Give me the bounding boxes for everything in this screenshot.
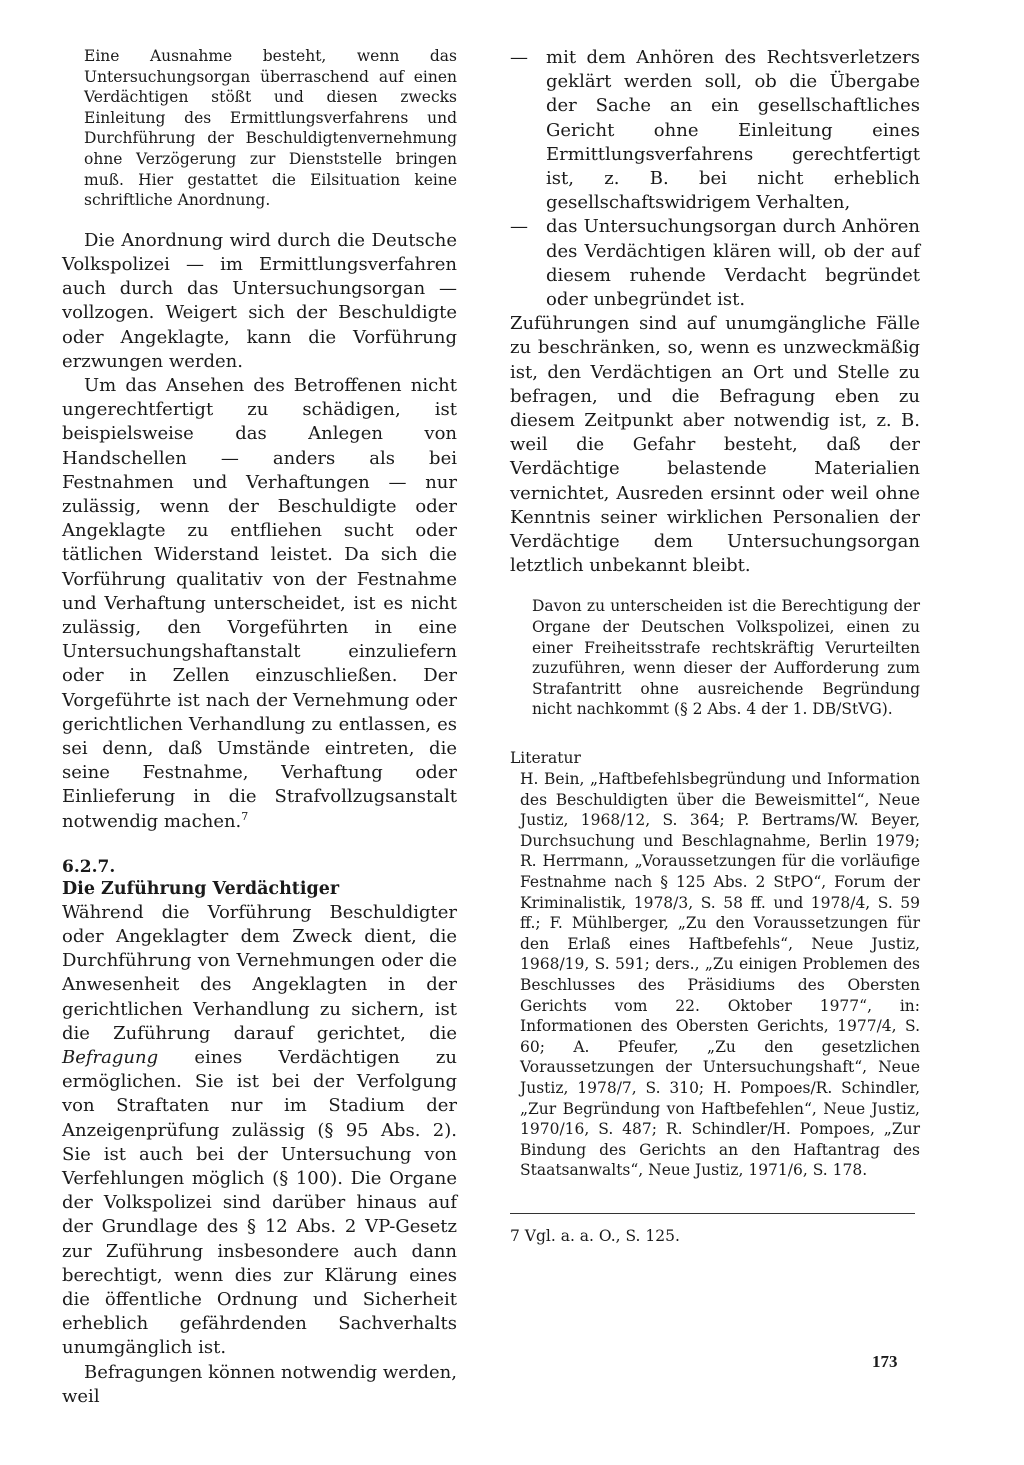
- paragraph-befragungen: Befragungen können notwendig werden, weil: [62, 1361, 457, 1407]
- paragraph-ansehen: [62, 374, 457, 834]
- list-item-text: mit dem Anhören des Rechtsverletzers geklärt werden soll, ob die Übergabe der Sache an ein gesellschaftliches Gericht ohne Einleitung eines Ermittlungsverfahrens gerechtfertigt ist, z. B. bei nicht erheblich gesellschaftswidrigem Verhalten,: [546, 47, 920, 214]
- emphasis-befragung: Befragung: [62, 1047, 159, 1069]
- paragraph-zufuehrung: [62, 901, 457, 1361]
- note-paragraph: Davon zu unterscheiden ist die Berechtigung der Organe der Deutschen Volkspolizei, einen zu einer Freiheitsstrafe rechtskräftig Verurteilten zuzuführen, wenn dieser der Aufforderung zum Strafantritt ohne ausreichende Begründung nicht nachkommt (§ 2 Abs. 4 der 1. DB/StVG).: [532, 597, 920, 719]
- dash-bullet: —: [510, 47, 528, 68]
- paragraph-zufuehrung-part-b: eines Verdächtigen zu ermöglichen. Sie ist bei der Verfolgung von Straftaten nur im Stadium der Anzeigenprüfung zulässig (§ 95 Abs. 2). Sie ist auch bei der Untersuchung von Verfehlungen möglich (§ 100). Die Organe der Volkspolizei sind darüber hinaus auf der Grundlage des § 12 Abs. 2 VP-Gesetz zur Zuführung insbesondere auch dann berechtigt, wenn dies zur Klärung eines die öffentliche Ordnung und Sicherheit erheblich gefährdenden Sachverhalts unumgänglich ist.: [62, 1047, 457, 1359]
- footnote-divider: [510, 1213, 915, 1214]
- right-column: [510, 46, 920, 1246]
- literature-list: H. Bein, „Haftbefehlsbegründung und Information des Beschuldigten über die Beweismittel“, Neue Justiz, 1968/12, S. 364; P. Bertrams/W. Beyer, Durchsuchung und Beschlagnahme, Berlin 1979; R. Herrmann, „Voraussetzungen für die vorläufige Festnahme nach § 125 Abs. 2 StPO“, Forum der Kriminalistik, 1978/3, S. 58 ff. und 1978/4, S. 59 ff.; F. Mühlberger, „Zu den Voraussetzungen für den Erlaß eines Haftbefehls“, Neue Justiz, 1968/19, S. 591; ders., „Zu einigen Problemen des Beschlusses des Präsidiums des Obersten Gerichts vom 22. Oktober 1977“, in: Informationen des Obersten Gerichts, 1977/4, S. 60; A. Pfeufer, „Zu den gesetzlichen Voraussetzungen der Untersuchungshaft“, Neue Justiz, 1978/7, S. 310; H. Pompoes/R. Schindler, „Zur Begründung von Haftbefehlen“, Neue Justiz, 1970/16, S. 487; R. Schindler/H. Pompoes, „Zur Bindung des Gerichts an den Haftantrag des Staatsanwalts“, Neue Justiz, 1971/6, S. 178.: [520, 770, 920, 1180]
- page-number: 173: [872, 1352, 898, 1371]
- list-item: [510, 46, 920, 215]
- footnote: 7 Vgl. a. a. O., S. 125.: [510, 1226, 680, 1245]
- section-title: Die Zuführung Verdächtiger: [62, 878, 340, 899]
- paragraph-exception: Eine Ausnahme besteht, wenn das Untersuchungsorgan überraschend auf einen Verdächtigen stößt und diesen zwecks Einleitung des Ermittlungsverfahrens und Durchführung der Beschuldigtenvernehmung ohne Verzögerung zur Dienststelle bringen muß. Hier gestattet die Eilsituation keine schriftliche Anordnung.: [84, 47, 457, 210]
- paragraph-anordnung: Die Anordnung wird durch die Deutsche Volkspolizei — im Ermittlungsverfahren auch durch das Untersuchungsorgan — vollzogen. Weigert sich der Beschuldigte oder Angeklagte, kann die Vorführung erzwungen werden.: [62, 229, 457, 372]
- list-item: [510, 215, 920, 312]
- paragraph-zufuehrungen: Zuführungen sind auf unumgängliche Fälle zu beschränken, so, wenn es unzweckmäßig ist, den Verdächtigen an Ort und Stelle zu befragen, und die Befragung eben zu diesem Zeitpunkt aber notwendig ist, z. B. weil die Gefahr besteht, daß der Verdächtige belastende Materialien vernichtet, Ausreden ersinnt oder weil ohne Kenntnis seiner wirklichen Personalien der Verdächtige dem Untersuchungsorgan letztlich unbekannt bleibt.: [510, 313, 920, 577]
- dash-bullet: —: [510, 216, 528, 238]
- literature-heading: Literatur: [510, 749, 581, 768]
- list-item-text: das Untersuchungsorgan durch Anhören des Verdächtigen klären will, ob der auf diesem ruhende Verdacht begründet oder unbegründet ist.: [546, 216, 920, 311]
- paragraph-zufuehrung-part-a: Während die Vorführung Beschuldigter oder Angeklagter dem Zweck dient, die Durchführung von Vernehmungen oder die Anwesenheit des Angeklagten in der gerichtlichen Verhandlung zu sichern, ist die Zuführung darauf gerichtet, die: [62, 901, 457, 1044]
- footnote-reference: 7: [241, 809, 249, 823]
- section-number: 6.2.7.: [62, 856, 116, 877]
- left-column: [62, 46, 457, 1409]
- paragraph-ansehen-text: Um das Ansehen des Betroffenen nicht ungerechtfertigt zu schädigen, ist beispielsweise das Anlegen von Handschellen — anders als bei Festnahmen und Verhaftungen — nur zulässig, wenn der Beschuldigte oder Angeklagte zu entfliehen sucht oder tätlichen Widerstand leistet. Da sich die Vorführung qualitativ von der Festnahme und Verhaftung unterscheidet, ist es nicht zulässig, den Vorgeführten in eine Untersuchungshaftanstalt einzuliefern oder in Zellen einzuschließen. Der Vorgeführte ist nach der Vernehmung oder gerichtlichen Verhandlung zu entlassen, es sei denn, daß Umstände eintreten, die seine Festnahme, Verhaftung oder Einlieferung in die Strafvollzugsanstalt notwendig machen.: [62, 374, 457, 832]
